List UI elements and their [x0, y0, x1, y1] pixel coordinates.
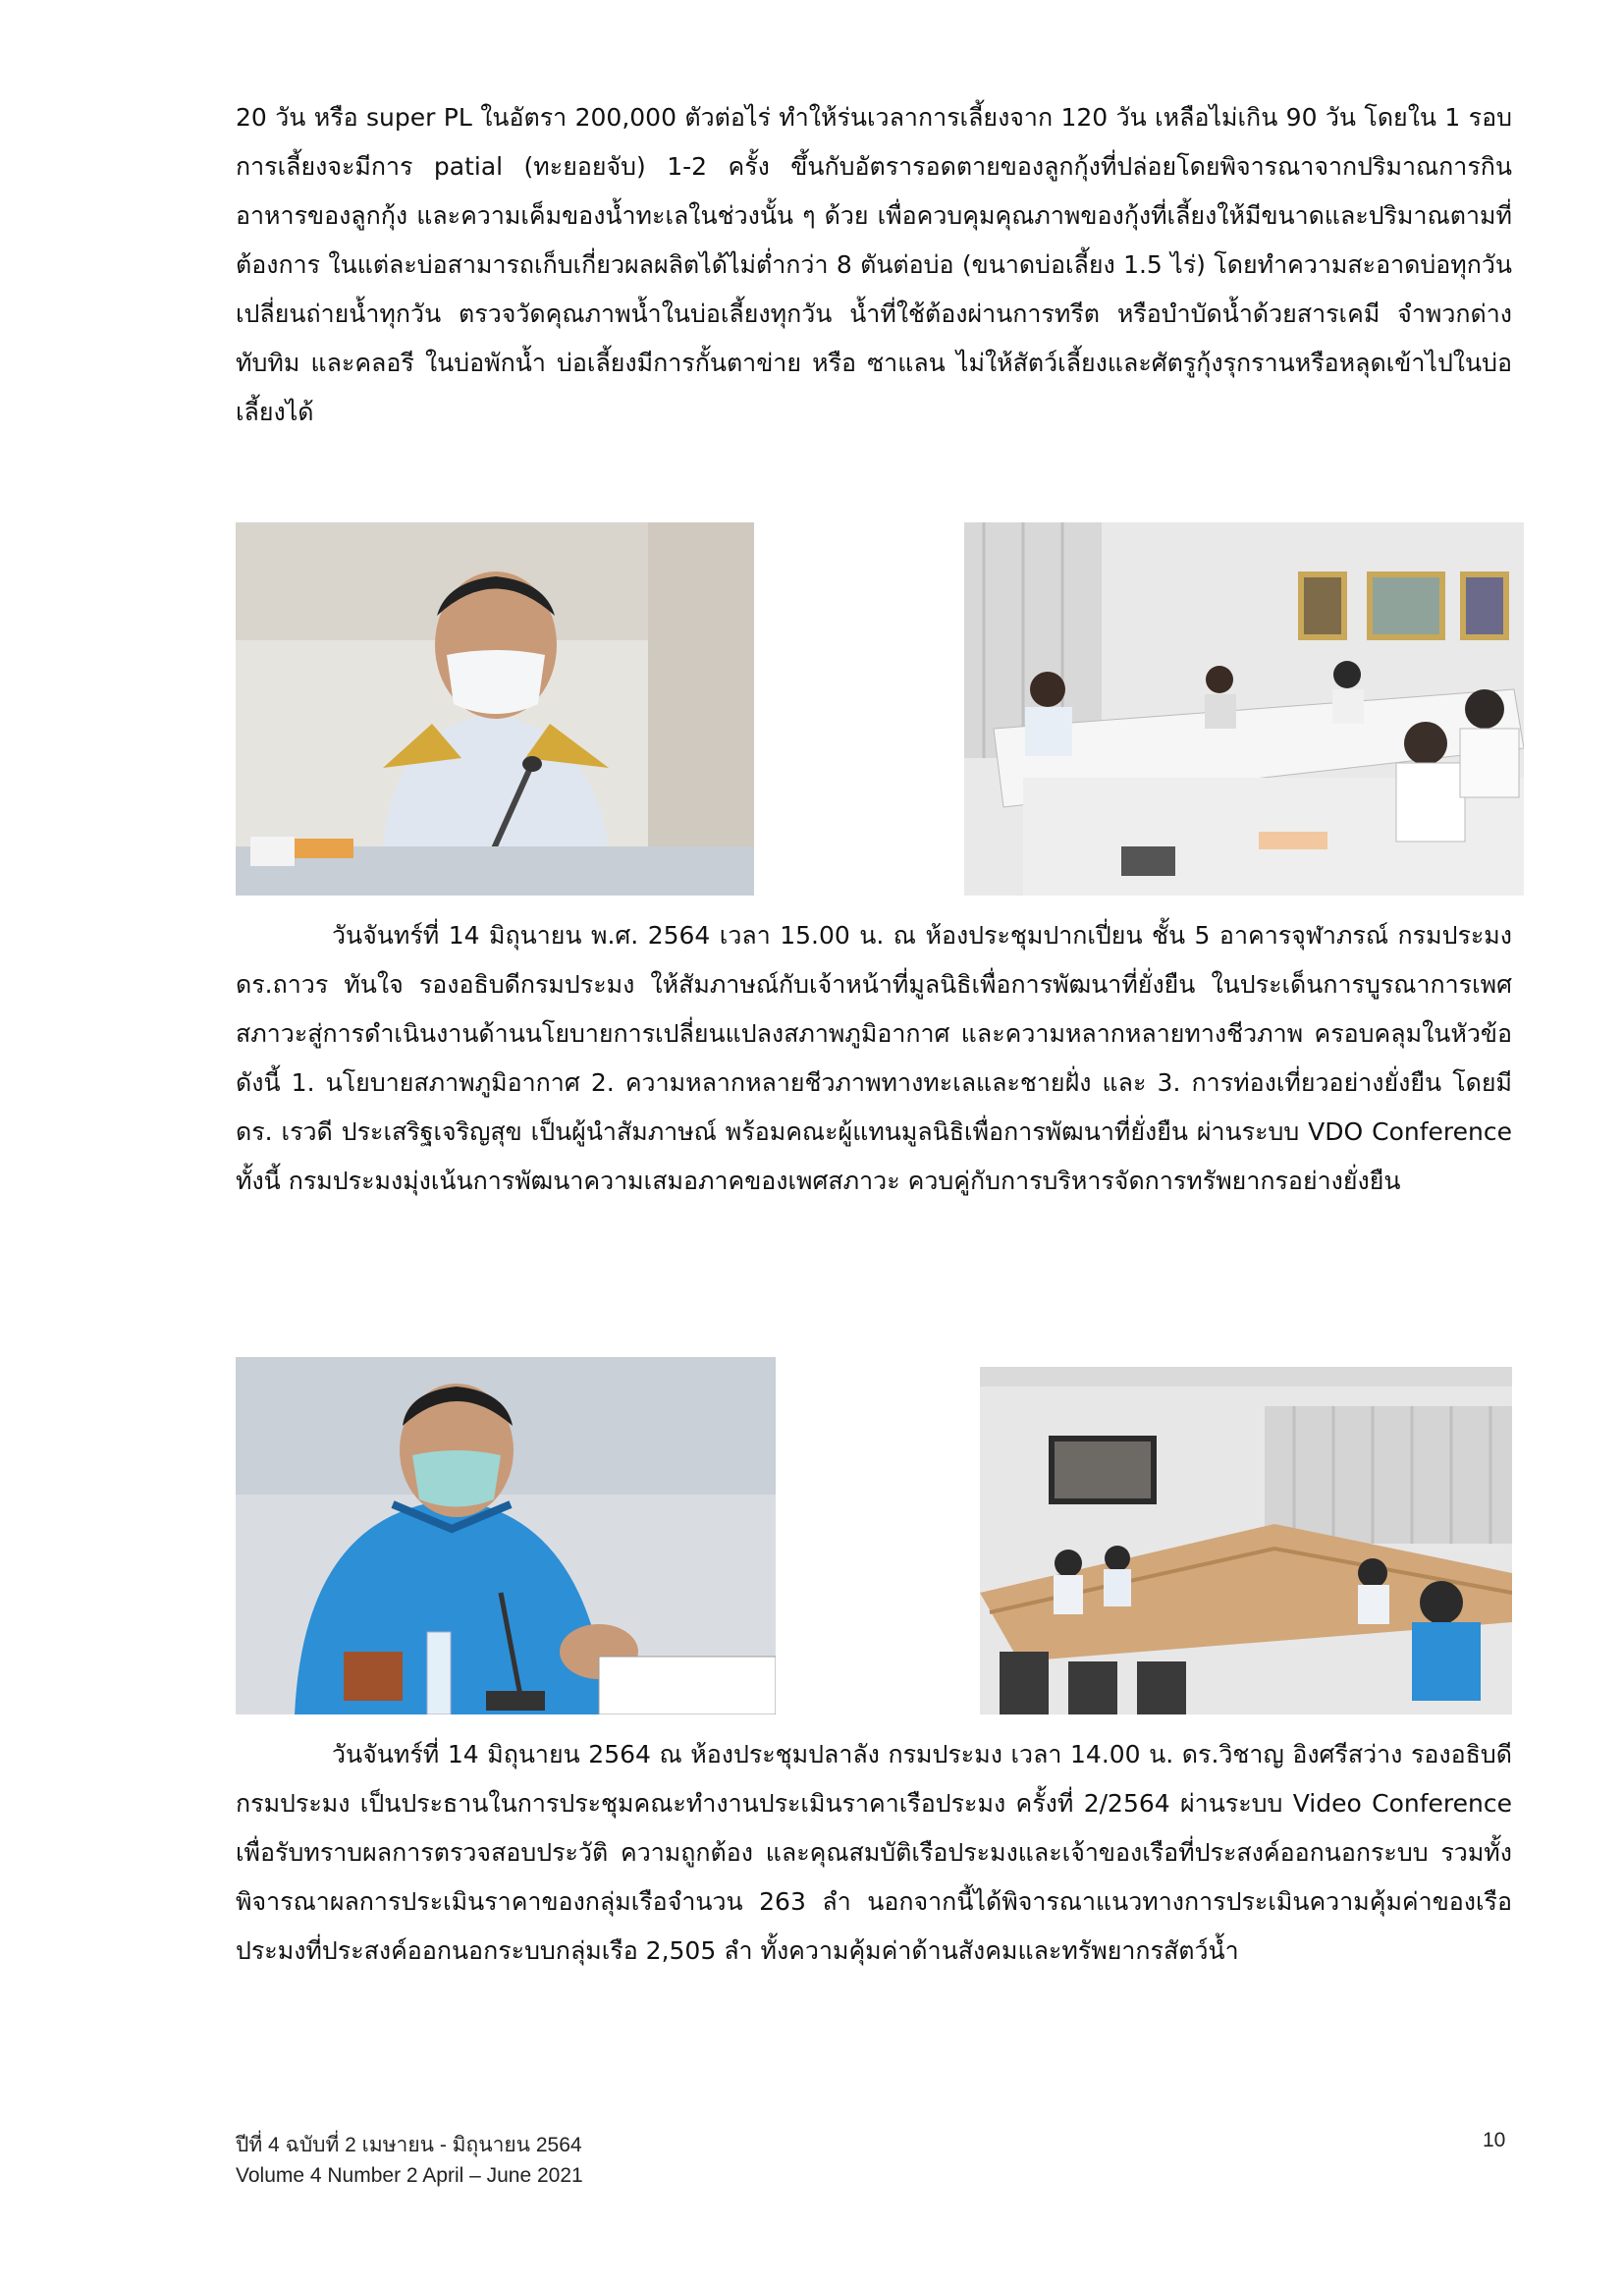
photo-chairman-fishing-vessel-meeting	[236, 1357, 776, 1714]
photo-deputy-director-interview	[236, 522, 754, 896]
body-paragraph-fishing-vessel-evaluation: วันจันทร์ที่ 14 มิถุนายน 2564 ณ ห้องประชุมปลาลัง กรมประมง เวลา 14.00 น. ดร.วิชาญ อิงศรีสว่าง รองอธิบดีกรมประมง เป็นประธานในการประชุมคณะทำงานประเมินราคาเรือประมง ครั้งที่ 2/2564 ผ่านระบบ Video Conference เพื่อรับทราบผลการตรวจสอบประวัติ ความถูกต้อง และคุณสมบัติเรือประมงและเจ้าของเรือที่ประสงค์ออกนอกระบบ รวมทั้งพิจารณาผลการประเมินราคาของกลุ่มเรือจำนวน 263 ลำ นอกจากนี้ได้พิจารณาแนวทางการประเมินความคุ้มค่าของเรือประมงที่ประสงค์ออกนอกระบบกลุ่มเรือ 2,505 ลำ ทั้งความคุ้มค่าด้านสังคมและทรัพยากรสัตว์น้ำ	[236, 1740, 1512, 1965]
footer-issue-english: Volume 4 Number 2 April – June 2021	[236, 2164, 583, 2187]
body-paragraph-shrimp-farming: 20 วัน หรือ super PL ในอัตรา 200,000 ตัวต่อไร่ ทำให้ร่นเวลาการเลี้ยงจาก 120 วัน เหลือไม่เกิน 90 วัน โดยใน 1 รอบการเลี้ยงจะมีการ patial (ทะยอยจับ) 1-2 ครั้ง ขึ้นกับอัตรารอดตายของลูกกุ้งที่ปล่อยโดยพิจารณาจากปริมาณการกินอาหารของลูกกุ้ง และความเค็มของน้ำทะเลในช่วงนั้น ๆ ด้วย เพื่อควบคุมคุณภาพของกุ้งที่เลี้ยงให้มีขนาดและปริมาณตามที่ต้องการ ในแต่ละบ่อสามารถเก็บเกี่ยวผลผลิตได้ไม่ต่ำกว่า 8 ตันต่อบ่อ (ขนาดบ่อเลี้ยง 1.5 ไร่) โดยทำความสะอาดบ่อทุกวัน เปลี่ยนถ่ายน้ำทุกวัน ตรวจวัดคุณภาพน้ำในบ่อเลี้ยงทุกวัน น้ำที่ใช้ต้องผ่านการทรีต หรือบำบัดน้ำด้วยสารเคมี จำพวกด่างทับทิม และคลอรี ในบ่อพักน้ำ บ่อเลี้ยงมีการกั้นตาข่าย หรือ ซาแลน ไม่ให้สัตว์เลี้ยงและศัตรูกุ้งรุกรานหรือหลุดเข้าไปในบ่อเลี้ยงได้	[236, 103, 1512, 426]
photo-vdo-conference-meeting-room	[964, 522, 1524, 896]
page-number: 10	[1483, 2129, 1506, 2151]
footer-issue-thai: ปีที่ 4 ฉบับที่ 2 เมษายน - มิถุนายน 2564	[236, 2134, 582, 2156]
photo-conference-room-video-screen	[980, 1367, 1512, 1714]
body-paragraph-gender-climate-interview: วันจันทร์ที่ 14 มิถุนายน พ.ศ. 2564 เวลา 15.00 น. ณ ห้องประชุมปากเปี่ยน ชั้น 5 อาคารจุฬาภรณ์ กรมประมง ดร.ถาวร ทันใจ รองอธิบดีกรมประมง ให้สัมภาษณ์กับเจ้าหน้าที่มูลนิธิเพื่อการพัฒนาที่ยั่งยืน ในประเด็นการบูรณาการเพศสภาวะสู่การดำเนินงานด้านนโยบายการเปลี่ยนแปลงสภาพภูมิอากาศ และความหลากหลายทางชีวภาพ ครอบคลุมในหัวข้อดังนี้ 1. นโยบายสภาพภูมิอากาศ 2. ความหลากหลายชีวภาพทางทะเลและชายฝั่ง และ 3. การท่องเที่ยวอย่างยั่งยืน โดยมี ดร. เรวดี ประเสริฐเจริญสุข เป็นผู้นำสัมภาษณ์ พร้อมคณะผู้แทนมูลนิธิเพื่อการพัฒนาที่ยั่งยืน ผ่านระบบ VDO Conference ทั้งนี้ กรมประมงมุ่งเน้นการพัฒนาความเสมอภาคของเพศสภาวะ ควบคู่กับการบริหารจัดการทรัพยากรอย่างยั่งยืน	[236, 921, 1512, 1195]
